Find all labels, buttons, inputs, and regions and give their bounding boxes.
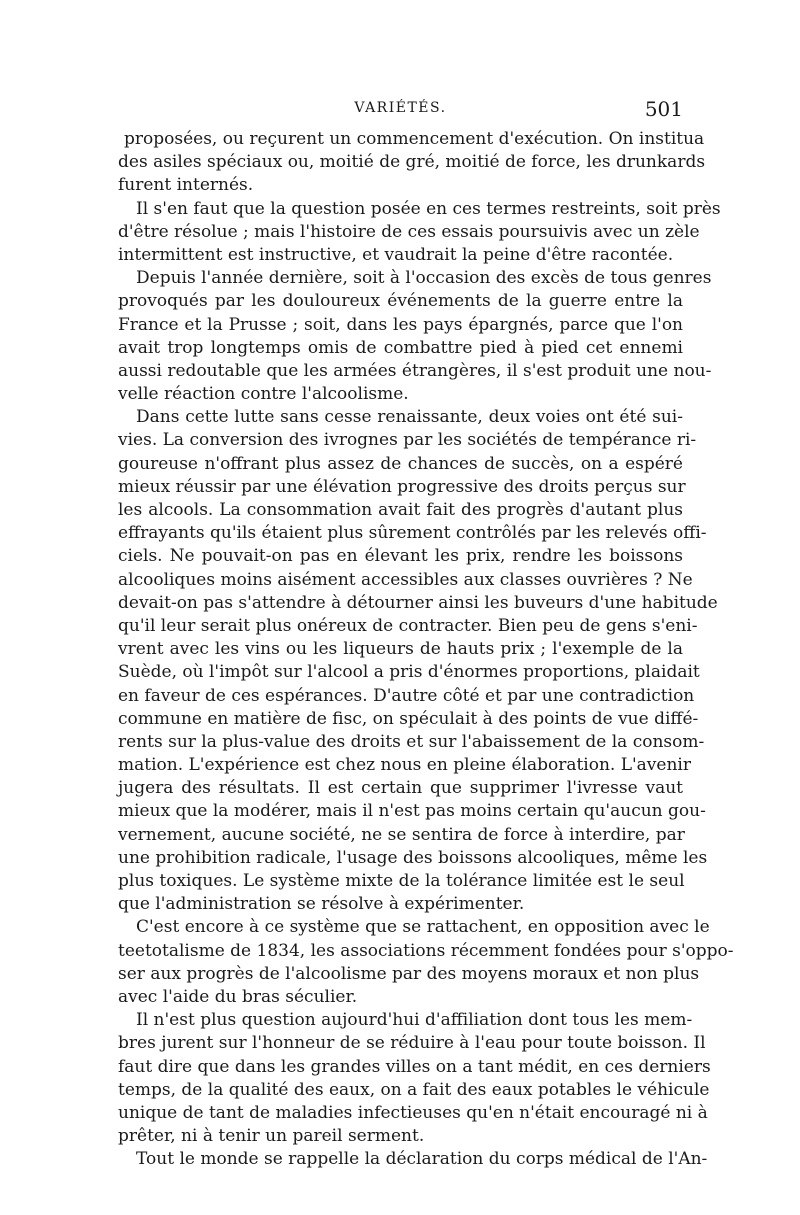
- text-line: plus toxiques. Le système mixte de la tolérance limitée est le seul: [118, 871, 685, 891]
- text-line: intermittent est instructive, et vaudrait la peine d'être racontée.: [118, 244, 674, 265]
- text-line: aussi redoutable que les armées étrangères, il s'est produit une nou-: [118, 360, 712, 381]
- page-header: [118, 97, 683, 124]
- text-line: avec l'aide du bras séculier.: [118, 986, 358, 1007]
- text-line: furent internés.: [118, 175, 254, 196]
- text-line: goureuse n'offrant plus assez de chances de succès, on a espéré: [118, 453, 683, 474]
- running-title: VARIÉTÉS.: [354, 100, 447, 116]
- text-line: bres jurent sur l'honneur de se réduire à l'eau pour toute boisson. Il: [118, 1033, 706, 1054]
- text-line: ser aux progrès de l'alcoolisme par des moyens moraux et non plus: [118, 963, 700, 984]
- text-line: avait trop longtemps omis de combattre pied à pied cet ennemi: [118, 337, 683, 358]
- text-line: temps, de la qualité des eaux, on a fait des eaux potables le véhicule: [118, 1079, 710, 1100]
- text-line: C'est encore à ce système que se rattachent, en opposition avec le: [136, 917, 710, 938]
- text-line: d'être résolue ; mais l'histoire de ces essais poursuivis avec un zèle: [118, 221, 700, 242]
- text-line: rents sur la plus-value des droits et sur l'abaissement de la consom-: [118, 731, 705, 752]
- text-line: commune en matière de fisc, on spéculait à des points de vue diffé-: [118, 708, 699, 729]
- text-line: Tout le monde se rappelle la déclaration du corps médical de l'An-: [136, 1149, 708, 1170]
- text-line: en faveur de ces espérances. D'autre côté et par une contradiction: [118, 685, 695, 706]
- text-line: vrent avec les vins ou les liqueurs de hauts prix ; l'exemple de la: [118, 639, 683, 660]
- text-line: une prohibition radicale, l'usage des boissons alcooliques, même les: [118, 847, 708, 868]
- text-line: unique de tant de maladies infectieuses qu'en n'était encouragé ni à: [118, 1102, 708, 1123]
- text-line: que l'administration se résolve à expérimenter.: [118, 894, 525, 915]
- text-line: teetotalisme de 1834, les associations récemment fondées pour s'oppo-: [118, 940, 734, 961]
- text-line: faut dire que dans les grandes villes on a tant médit, en ces derniers: [118, 1056, 711, 1077]
- text-line: provoqués par les douloureux événements de la guerre entre la: [118, 291, 683, 312]
- text-line: ciels. Ne pouvait-on pas en élevant les prix, rendre les boissons: [118, 546, 683, 567]
- body-text: [118, 128, 734, 1171]
- text-line: vies. La conversion des ivrognes par les sociétés de tempérance ri-: [118, 430, 697, 451]
- text-line: devait-on pas s'attendre à détourner ainsi les buveurs d'une habitude: [118, 592, 718, 613]
- text-line: velle réaction contre l'alcoolisme.: [118, 384, 409, 405]
- text-line: mation. L'expérience est chez nous en pleine élaboration. L'avenir: [118, 755, 691, 776]
- text-line: les alcools. La consommation avait fait des progrès d'autant plus: [118, 500, 683, 520]
- text-line: vernement, aucune société, ne se sentira de force à interdire, par: [118, 824, 685, 845]
- text-line: Dans cette lutte sans cesse renaissante, deux voies ont été sui-: [136, 407, 683, 428]
- text-line: Il s'en faut que la question posée en ces termes restreints, soit près: [136, 198, 721, 219]
- text-line: effrayants qu'ils étaient plus sûrement contrôlés par les relevés offi-: [118, 523, 707, 544]
- text-line: des asiles spéciaux ou, moitié de gré, moitié de force, les drunkards: [118, 152, 706, 173]
- text-line: prêter, ni à tenir un pareil serment.: [118, 1126, 425, 1147]
- page-number: 501: [644, 97, 683, 121]
- text-line: mieux que la modérer, mais il n'est pas moins certain qu'aucun gou-: [118, 801, 706, 822]
- text-line: France et la Prusse ; soit, dans les pays épargnés, parce que l'on: [118, 314, 683, 335]
- text-line: jugera des résultats. Il est certain que supprimer l'ivresse vaut: [118, 778, 683, 799]
- text-line: mieux réussir par une élévation progressive des droits perçus sur: [118, 476, 686, 497]
- text-line: qu'il leur serait plus onéreux de contracter. Bien peu de gens s'eni-: [118, 615, 698, 636]
- text-line: Suède, où l'impôt sur l'alcool a pris d'énormes proportions, plaidait: [118, 662, 700, 683]
- text-line: Il n'est plus question aujourd'hui d'affiliation dont tous les mem-: [136, 1010, 693, 1031]
- text-line: alcooliques moins aisément accessibles aux classes ouvrières ? Ne: [118, 569, 693, 590]
- text-line: proposées, ou reçurent un commencement d'exécution. On institua: [124, 129, 705, 149]
- text-line: Depuis l'année dernière, soit à l'occasion des excès de tous genres: [136, 268, 712, 289]
